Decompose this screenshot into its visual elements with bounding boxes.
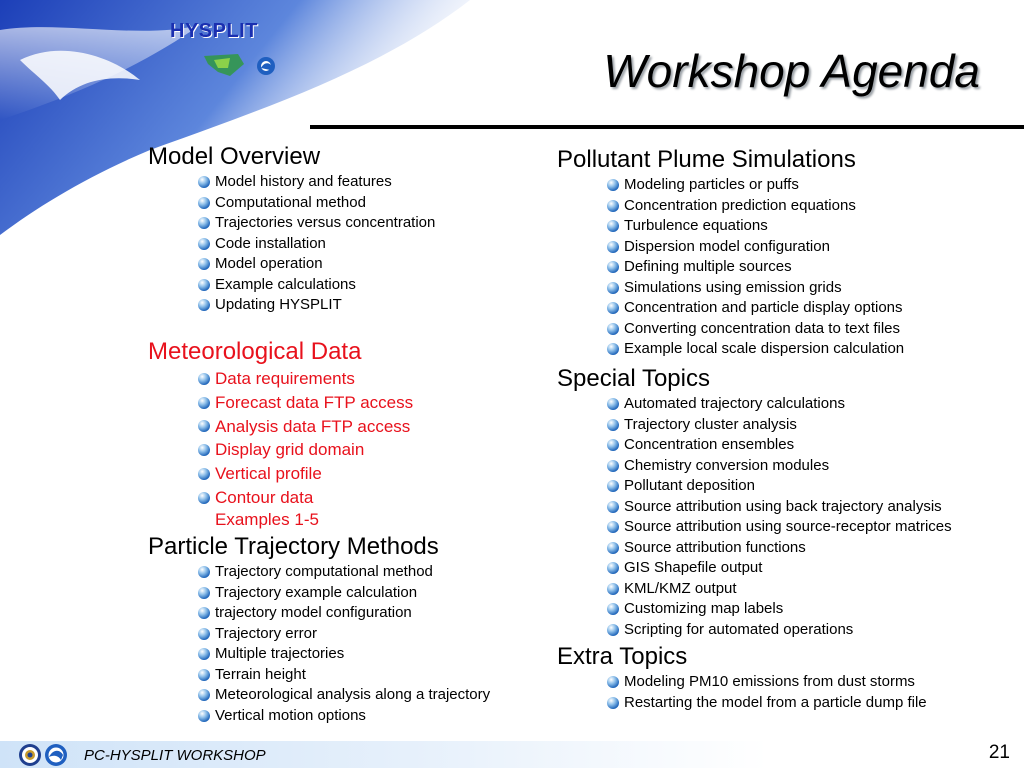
- list-item: [607, 497, 952, 518]
- bullet-icon: [607, 200, 619, 212]
- list-item-text: Defining multiple sources: [624, 258, 792, 275]
- list-item-text: GIS Shapefile output: [624, 559, 763, 576]
- list-item-text: Scripting for automated operations: [624, 620, 854, 638]
- list-item: [607, 672, 927, 693]
- list-item: [198, 193, 435, 214]
- list-item-text: Trajectory computational method: [215, 563, 433, 580]
- list-item: [198, 213, 435, 234]
- list-item: [607, 476, 952, 497]
- bullet-icon: [607, 624, 619, 636]
- bullet-icon: [198, 468, 210, 480]
- section-heading: Particle Trajectory Methods: [148, 533, 439, 560]
- bullet-icon: [198, 607, 210, 619]
- list-item: [607, 456, 952, 477]
- list-item: [198, 603, 490, 624]
- list-item-text: Trajectory cluster analysis: [624, 415, 797, 433]
- section-pollutant-plume: [557, 145, 904, 360]
- list-item-text: Customizing map labels: [624, 600, 784, 617]
- list-item-text: Analysis data FTP access: [215, 416, 411, 436]
- bullet-icon: [607, 676, 619, 688]
- hysplit-logo-text: HYSPLIT: [170, 20, 258, 42]
- list-item-text: Terrain height: [215, 665, 306, 683]
- list-item: [198, 295, 435, 316]
- list-item-text: Modeling PM10 emissions from dust storms: [624, 673, 915, 690]
- list-item-text: Example local scale dispersion calculation: [624, 340, 905, 357]
- slide-title: Workshop Agenda: [603, 45, 980, 97]
- list-item: [198, 462, 413, 486]
- list-item: [607, 599, 952, 620]
- item-list: [198, 562, 490, 726]
- section-particle-trajectory: [148, 532, 490, 726]
- list-item: [607, 237, 904, 258]
- bullet-icon: [198, 689, 210, 701]
- list-item: [198, 486, 413, 510]
- list-item: [198, 562, 490, 583]
- section-heading: Special Topics: [557, 365, 710, 392]
- list-item-continuation: [198, 510, 413, 529]
- bullet-icon: [607, 302, 619, 314]
- list-item: [607, 339, 904, 360]
- list-item: [607, 579, 952, 600]
- bullet-icon: [198, 492, 210, 504]
- section-heading: Extra Topics: [557, 643, 688, 670]
- bullet-icon: [607, 398, 619, 410]
- bullet-icon: [607, 460, 619, 472]
- bullet-icon: [607, 697, 619, 709]
- bullet-icon: [607, 343, 619, 355]
- list-item-text: Data requirements: [215, 369, 355, 388]
- bullet-icon: [198, 648, 210, 660]
- page-number: 21: [988, 742, 1010, 763]
- list-item-text: Concentration prediction equations: [624, 196, 856, 214]
- list-item-text: Concentration ensembles: [624, 436, 795, 453]
- item-list: [607, 394, 952, 640]
- item-list: [607, 175, 904, 360]
- list-item: [607, 278, 904, 299]
- list-item: [607, 620, 952, 641]
- list-item-text: Source attribution functions: [624, 538, 806, 556]
- bullet-icon: [198, 217, 210, 229]
- list-item-text: Dispersion model configuration: [624, 237, 830, 255]
- item-list: [198, 367, 413, 529]
- list-item-text: Model operation: [215, 255, 323, 272]
- hysplit-logo-map: [200, 50, 280, 82]
- list-item-text: Concentration and particle display options: [624, 299, 903, 316]
- bullet-icon: [607, 179, 619, 191]
- section-extra-topics: [557, 642, 927, 713]
- list-item-text: Simulations using emission grids: [624, 278, 842, 296]
- list-item: [607, 558, 952, 579]
- bullet-icon: [198, 258, 210, 270]
- bullet-icon: [607, 480, 619, 492]
- list-item-text: Display grid domain: [215, 440, 365, 460]
- list-item-text: Vertical motion options: [215, 706, 366, 724]
- section-special-topics: [557, 364, 952, 640]
- section-meteorological-data: [148, 337, 413, 529]
- list-item: [198, 644, 490, 665]
- list-item: [198, 415, 413, 439]
- list-item: [607, 394, 952, 415]
- bullet-icon: [607, 261, 619, 273]
- list-item-text: Computational method: [215, 193, 366, 211]
- list-item: [607, 257, 904, 278]
- list-item: [607, 517, 952, 538]
- item-list: [607, 672, 927, 713]
- list-item-text: KML/KMZ output: [624, 579, 737, 597]
- bullet-icon: [607, 439, 619, 451]
- list-item-text: Model history and features: [215, 173, 392, 190]
- list-item-text: Trajectories versus concentration: [215, 214, 436, 231]
- bullet-icon: [198, 420, 210, 432]
- list-item-text: trajectory model configuration: [215, 604, 412, 621]
- list-item-text: Example calculations: [215, 275, 356, 293]
- list-item-text: Meteorological analysis along a trajectory: [215, 686, 491, 703]
- bullet-icon: [607, 603, 619, 615]
- list-item-text: Multiple trajectories: [215, 645, 345, 662]
- list-item: [198, 583, 490, 604]
- footer-text: PC-HYSPLIT WORKSHOP: [84, 747, 266, 764]
- list-item-text: Contour data: [215, 487, 314, 507]
- list-item: [198, 367, 413, 391]
- bullet-icon: [607, 521, 619, 533]
- list-item-text: Trajectory error: [215, 624, 317, 642]
- noaa-seal-icon: [44, 743, 68, 767]
- list-item: [198, 706, 490, 727]
- bullet-icon: [607, 323, 619, 335]
- bullet-icon: [198, 628, 210, 640]
- bullet-icon: [198, 299, 210, 311]
- list-item: [607, 298, 904, 319]
- bullet-icon: [607, 241, 619, 253]
- bullet-icon: [198, 197, 210, 209]
- list-item-text: Source attribution using source-receptor matrices: [624, 518, 952, 535]
- list-item-text: Trajectory example calculation: [215, 583, 418, 601]
- bullet-icon: [198, 444, 210, 456]
- list-item: [607, 538, 952, 559]
- bullet-icon: [198, 279, 210, 291]
- list-item-text: Examples 1-5: [215, 509, 319, 529]
- list-item-text: Code installation: [215, 234, 326, 252]
- section-heading: Model Overview: [148, 143, 321, 170]
- list-item-text: Pollutant deposition: [624, 477, 755, 494]
- bullet-icon: [198, 566, 210, 578]
- item-list: [198, 172, 435, 316]
- list-item: [607, 216, 904, 237]
- bullet-icon: [607, 542, 619, 554]
- title-divider: [310, 125, 1024, 129]
- list-item: [198, 624, 490, 645]
- bullet-icon: [198, 373, 210, 385]
- bullet-icon: [198, 710, 210, 722]
- bullet-icon: [607, 282, 619, 294]
- section-heading: Pollutant Plume Simulations: [557, 146, 856, 173]
- bullet-icon: [198, 397, 210, 409]
- list-item-text: Source attribution using back trajectory analysis: [624, 497, 942, 515]
- list-item: [198, 254, 435, 275]
- list-item-text: Turbulence equations: [624, 217, 768, 234]
- list-item: [607, 693, 927, 714]
- list-item: [198, 234, 435, 255]
- list-item: [607, 175, 904, 196]
- list-item: [607, 196, 904, 217]
- bullet-icon: [607, 562, 619, 574]
- list-item-text: Automated trajectory calculations: [624, 395, 845, 412]
- list-item-text: Chemistry conversion modules: [624, 456, 830, 474]
- bullet-icon: [198, 238, 210, 250]
- bullet-icon: [198, 587, 210, 599]
- section-model-overview: [148, 142, 435, 316]
- bullet-icon: [607, 501, 619, 513]
- list-item: [198, 391, 413, 415]
- section-heading: Meteorological Data: [148, 338, 362, 365]
- list-item: [198, 172, 435, 193]
- slide-footer: [0, 741, 1024, 768]
- bullet-icon: [607, 583, 619, 595]
- bullet-icon: [198, 669, 210, 681]
- list-item-text: Converting concentration data to text files: [624, 319, 900, 337]
- list-item-text: Modeling particles or puffs: [624, 176, 799, 193]
- list-item: [198, 438, 413, 462]
- doc-seal-icon: [18, 743, 42, 767]
- list-item: [607, 415, 952, 436]
- list-item: [198, 665, 490, 686]
- bullet-icon: [607, 419, 619, 431]
- list-item: [198, 275, 435, 296]
- bullet-icon: [607, 220, 619, 232]
- list-item: [198, 685, 490, 706]
- list-item: [607, 435, 952, 456]
- list-item-text: Updating HYSPLIT: [215, 296, 342, 313]
- list-item: [607, 319, 904, 340]
- list-item-text: Vertical profile: [215, 464, 322, 484]
- bullet-icon: [198, 176, 210, 188]
- list-item-text: Forecast data FTP access: [215, 392, 414, 412]
- list-item-text: Restarting the model from a particle dump file: [624, 693, 927, 711]
